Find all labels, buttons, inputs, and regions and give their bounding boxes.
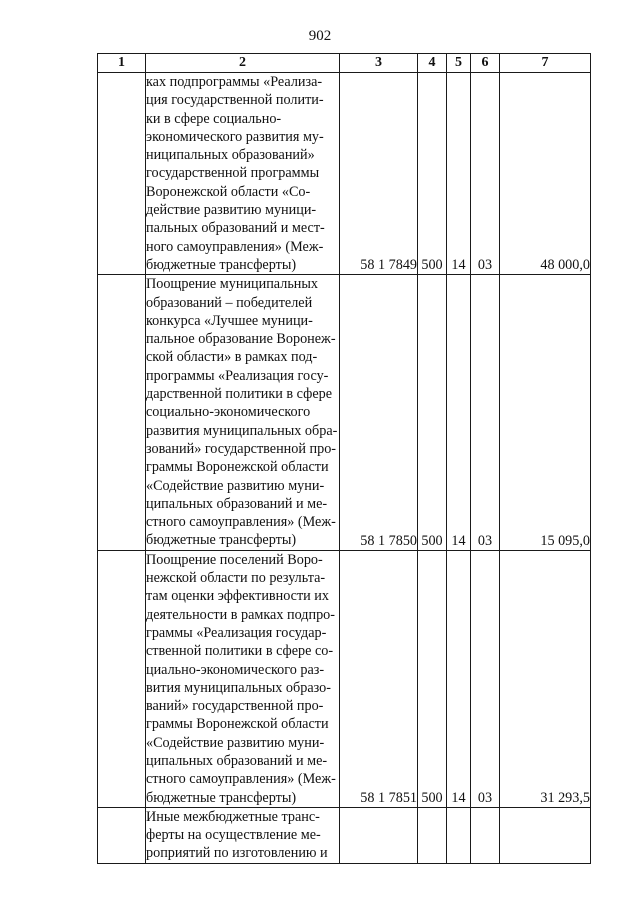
description-line: деятельности в рамках подпро- — [146, 606, 335, 623]
subsection-code: 03 — [471, 275, 500, 550]
section-code: 14 — [447, 73, 471, 275]
subsection-code: 03 — [471, 550, 500, 807]
description-line: граммы Воронежской области — [146, 459, 329, 476]
description-cell — [146, 807, 340, 863]
expense-type-code — [418, 807, 447, 863]
description-line: ного самоуправления» (Меж- — [146, 238, 324, 255]
table-row — [98, 807, 591, 863]
amount-cell — [500, 807, 591, 863]
description-line: образований – победителей — [146, 294, 313, 311]
description-line: там оценки эффективности их — [146, 588, 329, 605]
description-line: конкурса «Лучшее муници- — [146, 312, 313, 329]
description-line: ки в сфере социально- — [146, 110, 282, 127]
description-line: ферты на осуществление ме- — [146, 827, 321, 844]
description-line: граммы «Реализация государ- — [146, 624, 327, 641]
section-code: 14 — [447, 275, 471, 550]
description-line: циально-экономического раз- — [146, 661, 325, 678]
description-line: нежской области по результа- — [146, 570, 326, 587]
target-article-code: 58 1 7851 — [340, 550, 418, 807]
description-line: экономического развития му- — [146, 128, 324, 145]
description-line: действие развитию муници- — [146, 202, 317, 219]
description-line: ской области» в рамках под- — [146, 349, 318, 366]
description-line: пальных образований и мест- — [146, 220, 325, 237]
target-article-code: 58 1 7849 — [340, 73, 418, 275]
subsection-code — [471, 807, 500, 863]
description-line: бюджетные трансферты) — [146, 256, 297, 273]
description-line: граммы Воронежской области — [146, 716, 329, 733]
description-cell — [146, 550, 340, 807]
target-article-code — [340, 807, 418, 863]
column-header-3: 3 — [340, 54, 418, 73]
description-cell — [146, 73, 340, 275]
subsection-code: 03 — [471, 73, 500, 275]
description-line: ственной политики в сфере со- — [146, 643, 334, 660]
description-line: Поощрение поселений Воро- — [146, 551, 323, 568]
description-line: зований» государственной про- — [146, 440, 337, 457]
row-number-cell — [98, 73, 146, 275]
description-line: вития муниципальных образо- — [146, 679, 331, 696]
description-line: ваний» государственной про- — [146, 698, 324, 715]
column-header-5: 5 — [447, 54, 471, 73]
description-line: «Содействие развитию муни- — [146, 477, 325, 494]
description-line: Иные межбюджетные транс- — [146, 808, 320, 825]
description-line: бюджетные трансферты) — [146, 789, 297, 806]
description-line: бюджетные трансферты) — [146, 532, 297, 549]
description-line: «Содействие развитию муни- — [146, 734, 325, 751]
amount-cell: 48 000,0 — [500, 73, 591, 275]
description-line: стного самоуправления» (Меж- — [146, 514, 336, 531]
page-number: 902 — [308, 28, 332, 44]
description-line: ция государственной полити- — [146, 92, 324, 109]
table-row — [98, 275, 591, 550]
description-cell — [146, 275, 340, 550]
column-header-6: 6 — [471, 54, 500, 73]
expense-type-code: 500 — [418, 73, 447, 275]
section-code — [447, 807, 471, 863]
description-line: ках подпрограммы «Реализа- — [146, 74, 323, 90]
description-line: ниципальных образований» — [146, 147, 315, 164]
description-line: стного самоуправления» (Меж- — [146, 771, 336, 788]
row-number-cell — [98, 275, 146, 550]
column-header-4: 4 — [418, 54, 447, 73]
description-line: программы «Реализация госу- — [146, 367, 329, 384]
row-number-cell — [98, 807, 146, 863]
target-article-code: 58 1 7850 — [340, 275, 418, 550]
table-header-row — [98, 54, 591, 73]
description-line: дарственной политики в сфере — [146, 386, 333, 403]
expense-type-code: 500 — [418, 550, 447, 807]
description-line: ципальных образований и ме- — [146, 495, 328, 512]
description-line: пальное образование Воронеж- — [146, 331, 336, 348]
description-line: государственной программы — [146, 165, 320, 182]
description-line: ципальных образований и ме- — [146, 752, 328, 769]
column-header-2: 2 — [146, 54, 340, 73]
row-number-cell — [98, 550, 146, 807]
amount-cell: 15 095,0 — [500, 275, 591, 550]
description-line: роприятий по изготовлению и — [146, 845, 328, 862]
expense-type-code: 500 — [418, 275, 447, 550]
budget-table — [97, 53, 591, 864]
column-header-1: 1 — [98, 54, 146, 73]
description-line: Поощрение муниципальных — [146, 276, 319, 293]
column-header-7: 7 — [500, 54, 591, 73]
table-row — [98, 73, 591, 275]
section-code: 14 — [447, 550, 471, 807]
description-line: социально-экономического — [146, 404, 311, 421]
description-line: развития муниципальных обра- — [146, 422, 338, 439]
table-row — [98, 550, 591, 807]
amount-cell: 31 293,5 — [500, 550, 591, 807]
description-line: Воронежской области «Со- — [146, 183, 311, 200]
